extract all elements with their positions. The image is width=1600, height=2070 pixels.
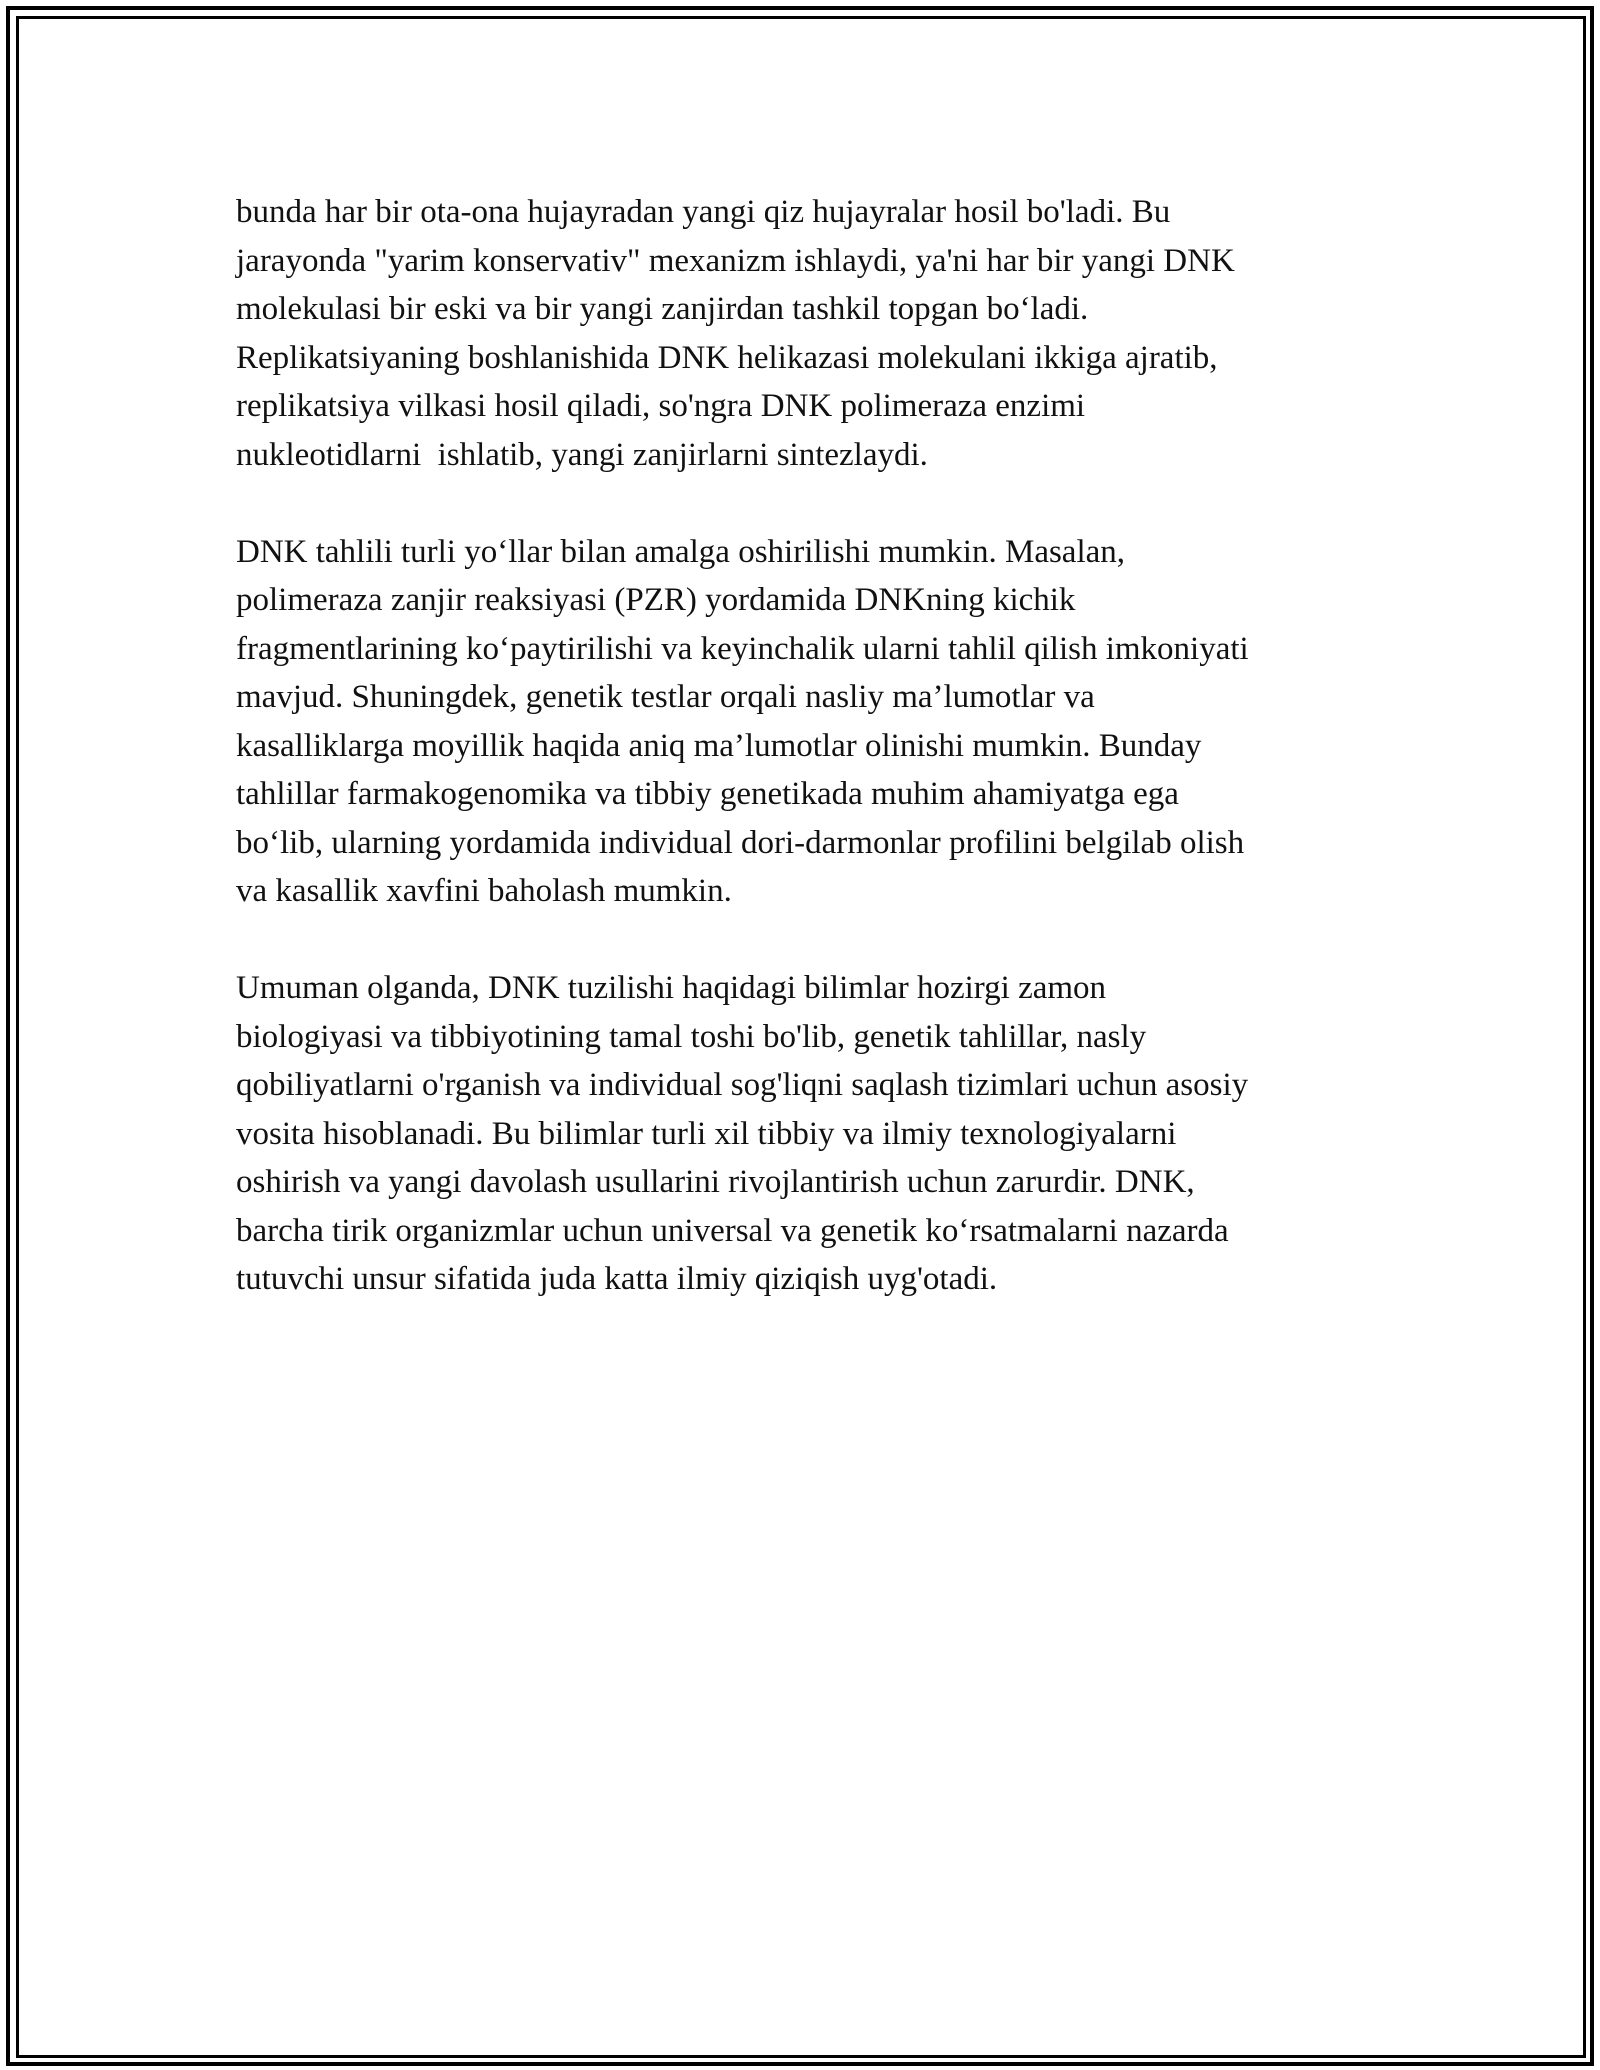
paragraph-line: nukleotidlarni ishlatib, yangi zanjirlarni sintezlaydi. xyxy=(236,436,928,473)
paragraph-gap xyxy=(236,479,1366,528)
paragraph-line: fragmentlarining ko‘paytirilishi va keyinchalik ularni tahlil qilish imkoniyati xyxy=(236,630,1249,667)
paragraph-line: polimeraza zanjir reaksiyasi (PZR) yordamida DNKning kichik xyxy=(236,582,1076,618)
paragraph-line: molekulasi bir eski va bir yangi zanjirdan tashkil topgan bo‘ladi. xyxy=(236,291,1089,327)
paragraph-line: biologiyasi va tibbiyotining tamal toshi bo'lib, genetik tahlillar, nasly xyxy=(236,1018,1147,1055)
paragraph-1 xyxy=(236,188,1366,479)
paragraph-3 xyxy=(236,964,1366,1304)
paragraph-line: vosita hisoblanadi. Bu bilimlar turli xil tibbiy va ilmiy texnologiyalarni xyxy=(236,1115,1177,1152)
paragraph-line: tutuvchi unsur sifatida juda katta ilmiy qiziqish uyg'otadi. xyxy=(236,1261,998,1297)
paragraph-line: Umuman olganda, DNK tuzilishi haqidagi bilimlar hozirgi zamon xyxy=(236,970,1107,1006)
paragraph-line: replikatsiya vilkasi hosil qiladi, so'ngra DNK polimeraza enzimi xyxy=(236,388,1086,424)
paragraph-line: Replikatsiyaning boshlanishida DNK helikazasi molekulani ikkiga ajratib, xyxy=(236,339,1218,376)
paragraph-line: bunda har bir ota-ona hujayradan yangi qiz hujayralar hosil bo'ladi. Bu xyxy=(236,194,1171,230)
paragraph-line: bo‘lib, ularning yordamida individual dori-darmonlar profilini belgilab olish xyxy=(236,824,1245,861)
paragraph-line: oshirish va yangi davolash usullarini rivojlantirish uchun zarurdir. DNK, xyxy=(236,1164,1195,1200)
paragraph-line: kasalliklarga moyillik haqida aniq ma’lumotlar olinishi mumkin. Bunday xyxy=(236,727,1202,764)
paragraph-line: jarayonda "yarim konservativ" mexanizm ishlaydi, ya'ni har bir yangi DNK xyxy=(236,242,1235,279)
paragraph-2 xyxy=(236,528,1366,916)
document-body xyxy=(236,188,1366,1304)
paragraph-line: tahlillar farmakogenomika va tibbiy genetikada muhim ahamiyatga ega xyxy=(236,776,1179,812)
paragraph-line: mavjud. Shuningdek, genetik testlar orqali nasliy ma’lumotlar va xyxy=(236,679,1095,715)
paragraph-line: DNK tahlili turli yo‘llar bilan amalga oshirilishi mumkin. Masalan, xyxy=(236,533,1126,570)
paragraph-line: va kasallik xavfini baholash mumkin. xyxy=(236,873,732,909)
paragraph-gap xyxy=(236,916,1366,965)
paragraph-line: qobiliyatlarni o'rganish va individual sog'liqni saqlash tizimlari uchun asosiy xyxy=(236,1067,1249,1103)
paragraph-line: barcha tirik organizmlar uchun universal va genetik ko‘rsatmalarni nazarda xyxy=(236,1212,1229,1249)
